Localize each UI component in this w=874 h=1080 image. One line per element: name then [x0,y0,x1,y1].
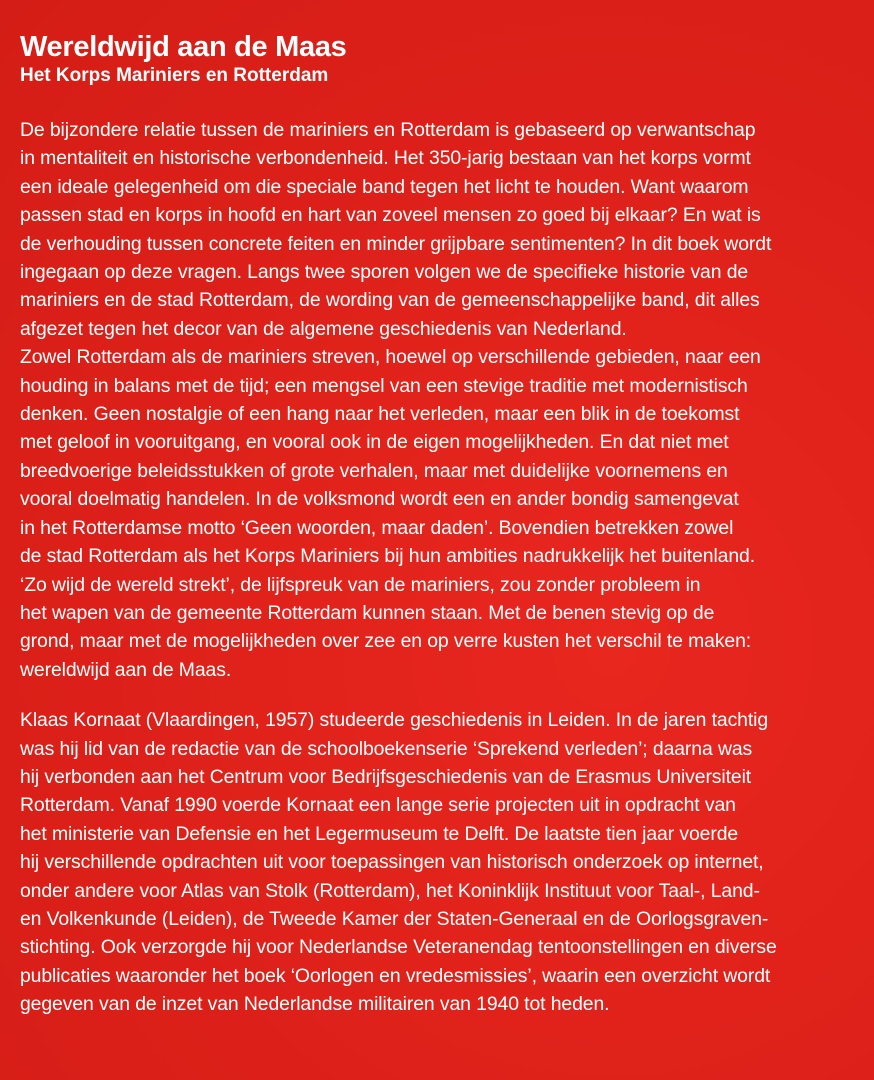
text-line: ingegaan op deze vragen. Langs twee sporen volgen we de specifieke historie van de [20,261,749,284]
text-line: hij verbonden aan het Centrum voor Bedrijfsgeschiedenis van de Erasmus Universiteit [20,765,752,788]
text-line: de verhouding tussen concrete feiten en minder grijpbare sentimenten? In dit boek wordt [20,232,772,255]
text-line: in mentaliteit en historische verbondenheid. Het 350-jarig bestaan van het korps vormt [20,147,751,170]
text-line: ‘Zo wijd de wereld strekt’, de lijfspreuk van de mariniers, zou zonder probleem in [20,573,701,596]
text-line: het ministerie van Defensie en het Legermuseum te Delft. De laatste tien jaar voerde [20,822,739,845]
text-line: met geloof in vooruitgang, en vooral ook in de eigen mogelijkheden. En dat niet met [20,431,729,454]
text-line: houding in balans met de tijd; een mengsel van een stevige traditie met modernistisch [20,374,748,397]
text-line: Klaas Kornaat (Vlaardingen, 1957) studeerde geschiedenis in Leiden. In de jaren tachtig [20,709,769,732]
paragraph-spacer [20,684,854,706]
text-line: in het Rotterdamse motto ‘Geen woorden, maar daden’. Bovendien betrekken zowel [20,516,734,539]
text-line: onder andere voor Atlas van Stolk (Rotterdam), het Koninklijk Instituut voor Taal-, Land- [20,879,760,902]
text-line: afgezet tegen het decor van de algemene geschiedenis van Nederland. [20,317,627,340]
text-line: vooral doelmatig handelen. In de volksmond wordt een en ander bondig samengevat [20,488,739,511]
text-line: publicaties waaronder het boek ‘Oorlogen en vredesmissies’, waarin een overzicht wordt [20,964,771,987]
text-line: stichting. Ook verzorgde hij voor Nederlandse Veteranendag tentoonstellingen en diverse [20,936,777,959]
text-line: wereldwijd aan de Maas. [20,658,232,681]
blurb-paragraph-2 [20,343,854,684]
text-line: denken. Geen nostalgie of een hang naar het verleden, maar een blik in de toekomst [20,403,740,426]
back-cover [20,30,854,1019]
text-line: mariniers en de stad Rotterdam, de wording van de gemeenschappelijke band, dit alles [20,289,760,312]
book-subtitle: Het Korps Mariniers en Rotterdam [20,65,329,86]
text-line: passen stad en korps in hoofd en hart van zoveel mensen zo goed bij elkaar? En wat is [20,204,761,227]
text-line: Rotterdam. Vanaf 1990 voerde Kornaat een lange serie projecten uit in opdracht van [20,794,736,817]
text-line: was hij lid van de redactie van de schoolboekenserie ‘Sprekend verleden’; daarna was [20,737,753,760]
text-line: grond, maar met de mogelijkheden over zee en op verre kusten het verschil te maken: [20,630,752,653]
text-line: de stad Rotterdam als het Korps Mariniers bij hun ambities nadrukkelijk het buitenland. [20,545,755,568]
text-line: gegeven van de inzet van Nederlandse militairen van 1940 tot heden. [20,993,610,1016]
text-line: een ideale gelegenheid om die speciale band tegen het licht te houden. Want waarom [20,175,749,198]
text-line: hij verschillende opdrachten uit voor toepassingen van historisch onderzoek op internet, [20,851,764,874]
author-bio [20,706,854,1018]
text-line: breedvoerige beleidsstukken of grote verhalen, maar met duidelijke voornemens en [20,459,728,482]
text-line: Zowel Rotterdam als de mariniers streven, hoewel op verschillende gebieden, naar een [20,346,761,369]
book-title: Wereldwijd aan de Maas [20,31,347,63]
text-line: De bijzondere relatie tussen de mariniers en Rotterdam is gebaseerd op verwantschap [20,119,756,141]
text-line: en Volkenkunde (Leiden), de Tweede Kamer der Staten-Generaal en de Oorlogsgraven- [20,907,769,930]
blurb-paragraph-1 [20,116,854,343]
text-line: het wapen van de gemeente Rotterdam kunnen staan. Met de benen stevig op de [20,601,715,624]
